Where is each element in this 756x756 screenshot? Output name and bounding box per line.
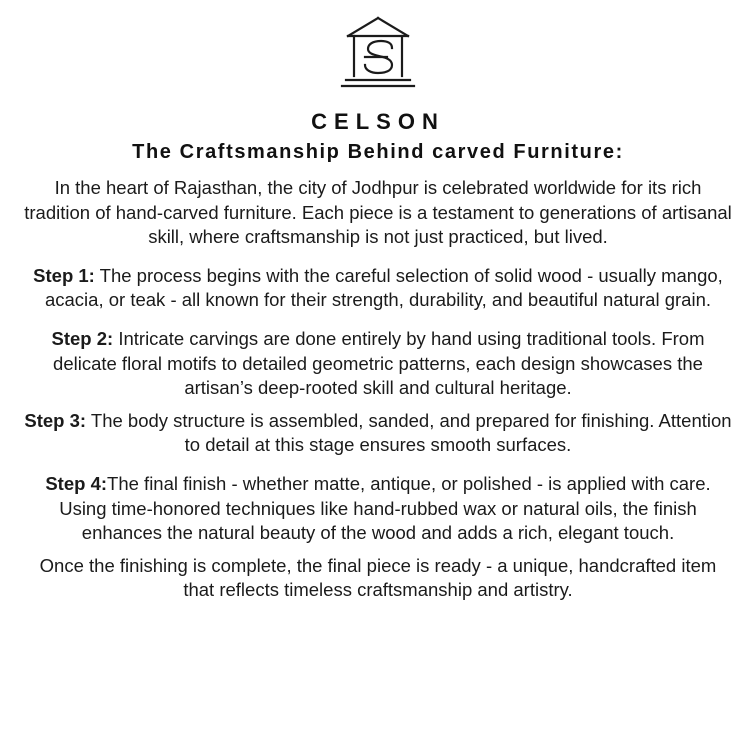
step-2-paragraph <box>22 327 734 401</box>
step-1-label: Step 1: <box>33 264 95 286</box>
step-2-text: Intricate carvings are done entirely by hand using traditional tools. From delicate floral motifs to detailed geometric patterns, each design showcases the artisan’s deep-rooted skill and cultural heritage. <box>53 327 705 399</box>
step-4-text: The final finish - whether matte, antique, or polished - is applied with care. Using time-honored techniques like hand-rubbed wax or natural oils, the finish enhances the natural beauty of the wood and adds a rich, elegant touch. <box>59 472 711 544</box>
brand-name: CELSON <box>311 109 445 134</box>
step-4-label: Step 4: <box>45 472 108 494</box>
step-2-label: Step 2: <box>51 327 114 349</box>
closing-paragraph: Once the finishing is complete, the final piece is ready - a unique, handcrafted item that reflects timeless craftsmanship and artistry. <box>39 554 717 601</box>
celson-house-monogram-logo-icon <box>335 14 421 101</box>
intro-paragraph: In the heart of Rajasthan, the city of Jodhpur is celebrated worldwide for its rich tradition of hand-carved furniture. Each piece is a testament to generations of artisanal skill, where craftsmanship is not just practiced, but lived. <box>24 177 732 248</box>
step-1-paragraph <box>22 264 734 313</box>
step-3-label: Step 3: <box>24 409 87 431</box>
step-3-paragraph <box>22 409 734 458</box>
logo-container <box>14 14 742 101</box>
page-title: The Craftsmanship Behind carved Furniture: <box>132 141 624 163</box>
step-3-text: The body structure is assembled, sanded, and prepared for finishing. Attention to detail at this stage ensures smooth surfaces. <box>90 409 732 456</box>
step-4-paragraph <box>22 472 734 546</box>
step-1-text: The process begins with the careful selection of solid wood - usually mango, acacia, or teak - all known for their strength, durability, and beautiful natural grain. <box>44 264 723 311</box>
